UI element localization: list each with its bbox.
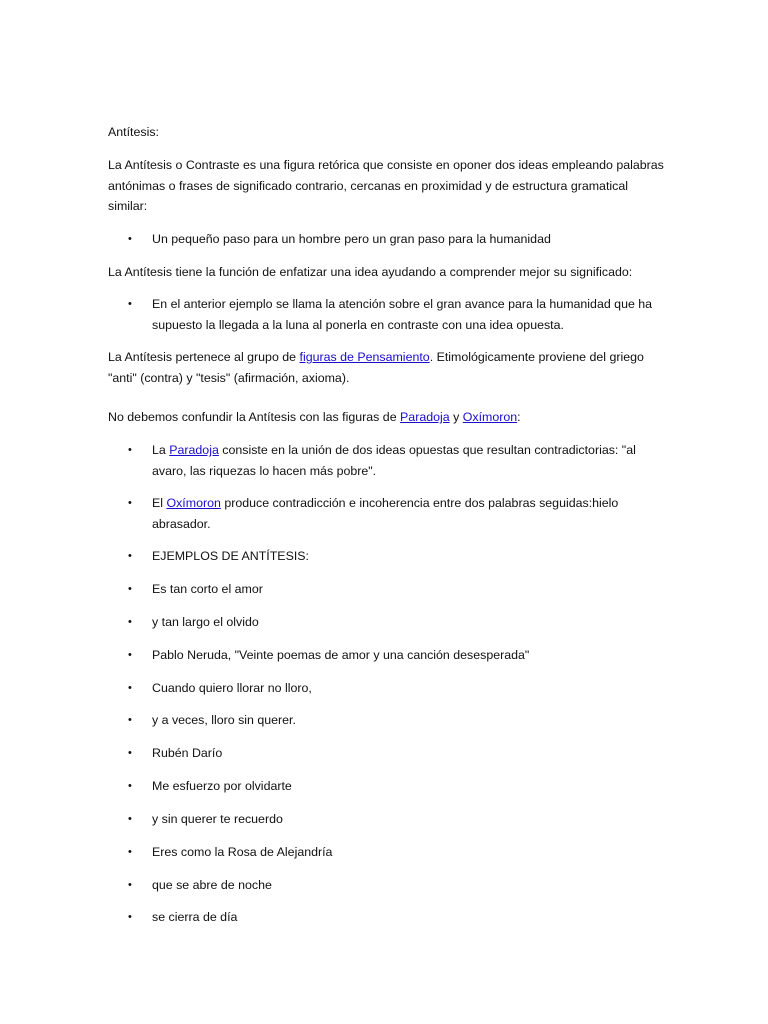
confuse-text-before: No debemos confundir la Antítesis con las figuras de xyxy=(108,410,401,424)
figuras-pensamiento-link[interactable]: figuras de Pensamiento xyxy=(299,350,430,364)
list-item-text: y sin querer te recuerdo xyxy=(152,812,283,826)
list-item-paradoja xyxy=(108,440,668,481)
bullet-icon: • xyxy=(128,550,132,562)
list-item-text: se cierra de día xyxy=(152,910,238,924)
list-item-text: EJEMPLOS DE ANTÍTESIS: xyxy=(152,549,309,563)
list-item-explanation xyxy=(108,294,668,335)
bullet-icon: • xyxy=(128,298,132,310)
list-item-text: En el anterior ejemplo se llama la atención sobre el gran avance para la humanidad que ha supuesto la llegada a la luna al ponerla en contraste con una idea opuesta. xyxy=(152,297,653,332)
list-item xyxy=(108,579,668,600)
list-item-text: Rubén Darío xyxy=(152,746,223,760)
list-item-text xyxy=(152,493,668,534)
bullet-icon: • xyxy=(128,649,132,661)
list-item-text: que se abre de noche xyxy=(152,878,272,892)
bullet-icon: • xyxy=(128,846,132,858)
list-item xyxy=(108,842,668,863)
bullet-icon: • xyxy=(128,616,132,628)
confuse-paragraph xyxy=(108,407,668,428)
confuse-text-after: : xyxy=(517,410,521,424)
list-item-text xyxy=(152,440,668,481)
list-item-example xyxy=(108,229,668,250)
list-item xyxy=(108,645,668,666)
group-paragraph xyxy=(108,347,668,388)
bullet-icon: • xyxy=(128,813,132,825)
group-text-after: . Etimológicamente proviene del griego "anti" (contra) y "tesis" (afirmación, axioma). xyxy=(108,350,644,385)
heading: Antítesis: xyxy=(108,125,159,139)
bullet-icon: • xyxy=(128,233,132,245)
list-item-text: Pablo Neruda, "Veinte poemas de amor y una canción desesperada" xyxy=(152,648,530,662)
paradoja-item-link[interactable]: Paradoja xyxy=(169,443,219,457)
list-item-text: Es tan corto el amor xyxy=(152,582,263,596)
list-item-text: Un pequeño paso para un hombre pero un gran paso para la humanidad xyxy=(152,232,551,246)
oximoron-text-before: El xyxy=(152,496,167,510)
list-item xyxy=(108,678,668,699)
bullet-icon: • xyxy=(128,714,132,726)
list-item xyxy=(108,875,668,896)
list-item-text: y tan largo el olvido xyxy=(152,615,259,629)
paradoja-text-after: consiste en la unión de dos ideas opuestas que resultan contradictorias: "al avaro, las riquezas lo hacen más pobre". xyxy=(152,443,636,478)
paradoja-text-before: La xyxy=(152,443,170,457)
list-item-text: y a veces, lloro sin querer. xyxy=(152,713,296,727)
bullet-icon: • xyxy=(128,682,132,694)
bullet-icon: • xyxy=(128,497,132,509)
bullet-icon: • xyxy=(128,747,132,759)
list-item-examples-heading xyxy=(108,546,668,567)
bullet-icon: • xyxy=(128,879,132,891)
list-item xyxy=(108,612,668,633)
list-item xyxy=(108,809,668,830)
list-item xyxy=(108,907,668,928)
confuse-text-middle: y xyxy=(449,410,463,424)
oximoron-text-after: produce contradicción e incoherencia entre dos palabras seguidas:hielo abrasador. xyxy=(152,496,619,531)
bullet-icon: • xyxy=(128,911,132,923)
oximoron-link[interactable]: Oxímoron xyxy=(462,410,518,424)
group-text-before: La Antítesis pertenece al grupo de xyxy=(108,350,300,364)
list-item xyxy=(108,776,668,797)
list-item-text: Cuando quiero llorar no lloro, xyxy=(152,681,312,695)
list-item xyxy=(108,743,668,764)
bullet-icon: • xyxy=(128,444,132,456)
list-item xyxy=(108,710,668,731)
list-item-text: Me esfuerzo por olvidarte xyxy=(152,779,292,793)
bullet-icon: • xyxy=(128,780,132,792)
oximoron-item-link[interactable]: Oxímoron xyxy=(166,496,221,510)
list-item-oximoron xyxy=(108,493,668,534)
intro-paragraph: La Antítesis o Contraste es una figura retórica que consiste en oponer dos ideas empleando palabras antónimas o frases de significado contrario, cercanas en proximidad y de estructura gramatical similar: xyxy=(108,158,664,213)
list-item-text: Eres como la Rosa de Alejandría xyxy=(152,845,333,859)
function-paragraph: La Antítesis tiene la función de enfatizar una idea ayudando a comprender mejor su significado: xyxy=(108,265,633,279)
paradoja-link[interactable]: Paradoja xyxy=(400,410,450,424)
bullet-icon: • xyxy=(128,583,132,595)
